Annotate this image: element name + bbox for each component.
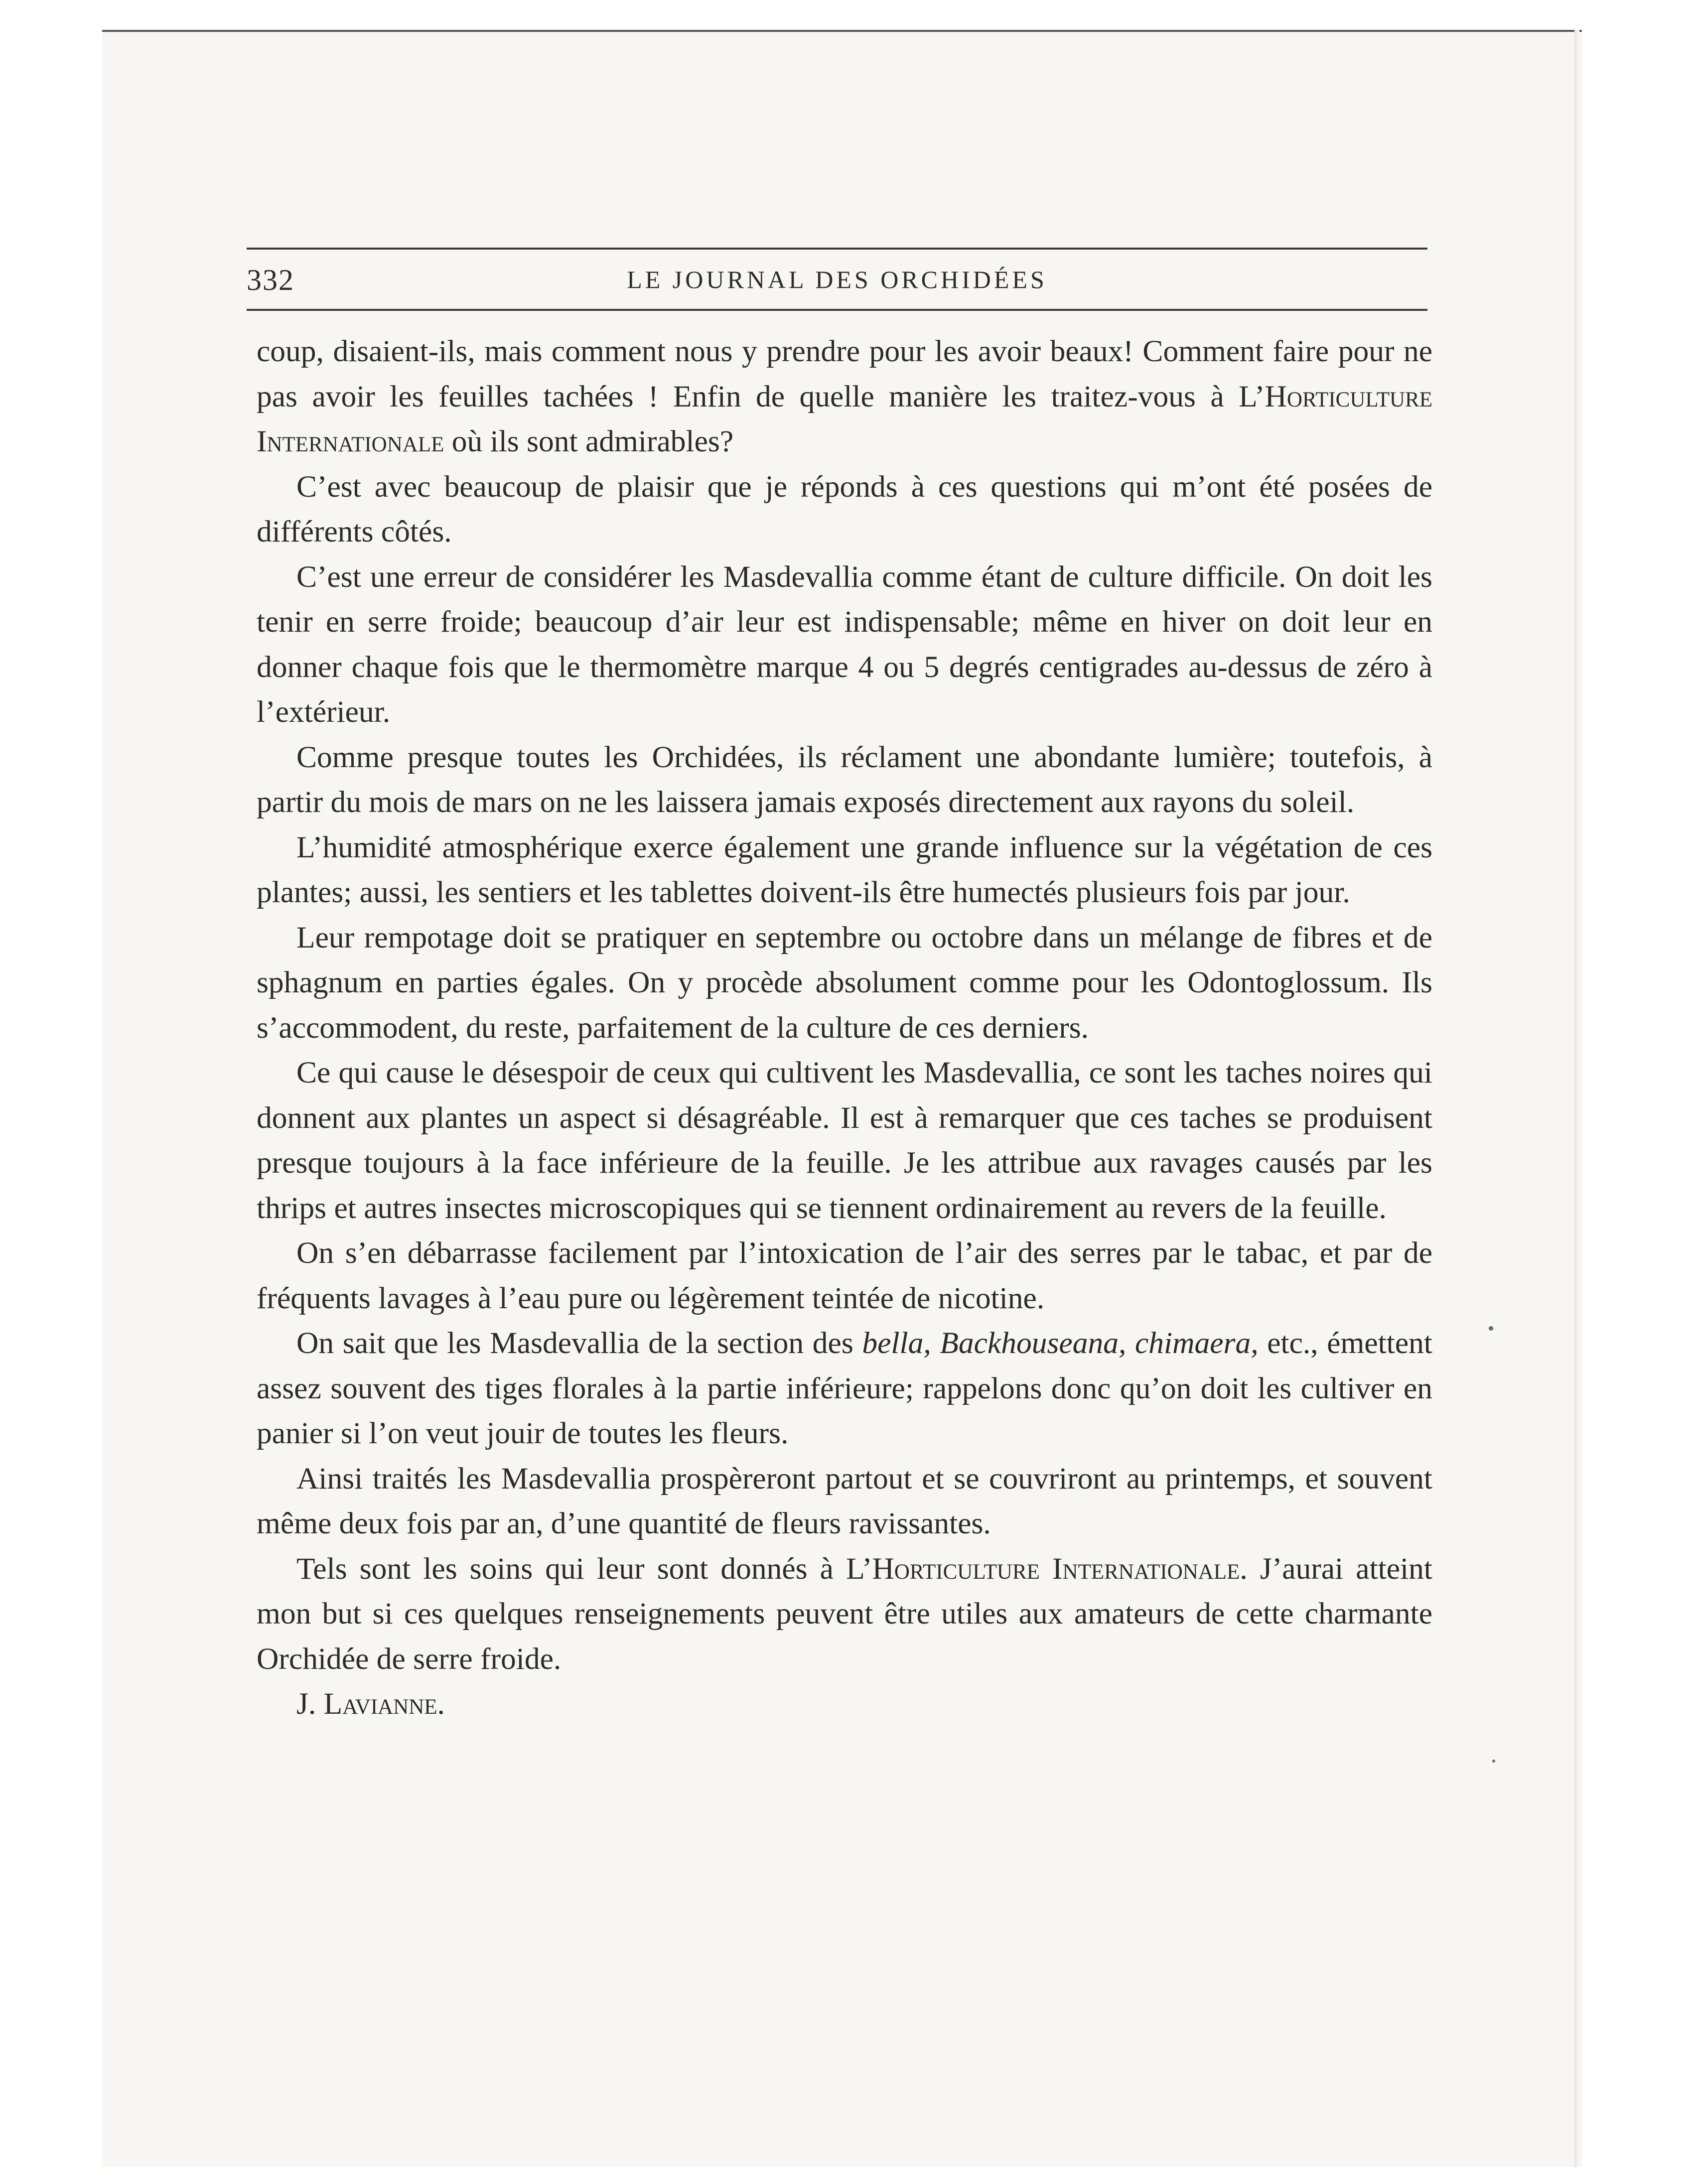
header-rule-bottom — [247, 309, 1427, 311]
header-rule-top — [247, 248, 1427, 250]
paragraph-11-text: Tels sont les soins qui leur sont donnés à — [296, 1551, 846, 1586]
paragraph-9 — [257, 1321, 1432, 1456]
paragraph-11 — [257, 1546, 1432, 1682]
paragraph-1-text: coup, disaient-ils, mais comment nous y prendre pour les avoir beaux! Comment faire pour ne pas avoir les feuilles tachées ! Enfin de quelle manière les traitez-vous à — [257, 334, 1432, 413]
author-signature: J. Lavianne. — [296, 1687, 445, 1721]
paragraph-1 — [257, 329, 1432, 464]
species-names: bella, Backhouseana, chimaera, — [862, 1326, 1259, 1360]
page-number: 332 — [247, 264, 294, 296]
paragraph-2: C’est avec beaucoup de plaisir que je réponds à ces questions qui m’ont été posées de différents côtés. — [257, 469, 1432, 548]
page-right-edge — [1574, 30, 1579, 2167]
article-body — [257, 329, 1432, 1726]
paper-speck — [1489, 1326, 1493, 1331]
paragraph-3: C’est une erreur de considérer les Masdevallia comme étant de culture difficile. On doit les tenir en serre froide; beaucoup d’air leur est indispensable; même en hiver on doit leur en donner chaque fois que le thermomètre marque 4 ou 5 degrés centigrades au-dessus de zéro à l’extérieur. — [257, 559, 1432, 729]
horticulture-internationale-name: L’Horticulture Internationale — [257, 379, 1432, 458]
paragraph-6: Leur rempotage doit se pratiquer en septembre ou octobre dans un mélange de fibres et de sphagnum en parties égales. On y procède absolument comme pour les Odontoglossum. Ils s’accommodent, du reste, parfaitement de la culture de ces derniers. — [257, 920, 1432, 1045]
paper-speck — [1492, 1760, 1495, 1763]
paragraph-4: Comme presque toutes les Orchidées, ils réclament une abondante lumière; toutefois, à partir du mois de mars on ne les laissera jamais exposés directement aux rayons du soleil. — [257, 740, 1432, 819]
paragraph-5: L’humidité atmosphérique exerce également une grande influence sur la végétation de ces plantes; aussi, les sentiers et les tablettes doivent-ils être humectés plusieurs fois par jour. — [257, 830, 1432, 909]
paragraph-9-text-end: etc., émettent assez souvent des tiges florales à la partie inférieure; rappelons donc qu’on doit les cultiver en panier si l’on veut jouir de toutes les fleurs. — [257, 1326, 1432, 1450]
page-top-edge — [102, 30, 1582, 32]
paragraph-7: Ce qui cause le désespoir de ceux qui cultivent les Masdevallia, ce sont les taches noires qui donnent aux plantes un aspect si désagréable. Il est à remarquer que ces taches se produisent presque toujours à la face inférieure de la feuille. Je les attribue aux ravages causés par les thrips et autres insectes microscopiques qui se tiennent ordinairement au revers de la feuille. — [257, 1056, 1432, 1225]
journal-title: LE JOURNAL DES ORCHIDÉES — [627, 266, 1047, 293]
paragraph-8: On s’en débarrasse facilement par l’intoxication de l’air des serres par le tabac, et par de fréquents lavages à l’eau pure ou légèrement teintée de nicotine. — [257, 1236, 1432, 1315]
running-head — [247, 259, 1427, 299]
paragraph-9-text: On sait que les Masdevallia de la section des — [296, 1326, 862, 1360]
horticulture-internationale-name: L’Horticulture Internationale — [846, 1551, 1240, 1586]
paragraph-1-text-end: où ils sont admirables? — [444, 424, 734, 458]
paragraph-10: Ainsi traités les Masdevallia prospèreront partout et se couvriront au printemps, et souvent même deux fois par an, d’une quantité de fleurs ravissantes. — [257, 1461, 1432, 1540]
paragraph-11-text-end: . J’aurai atteint mon but si ces quelques renseignements peuvent être utiles aux amateurs de cette charmante Orchidée de serre froide. — [257, 1551, 1433, 1676]
